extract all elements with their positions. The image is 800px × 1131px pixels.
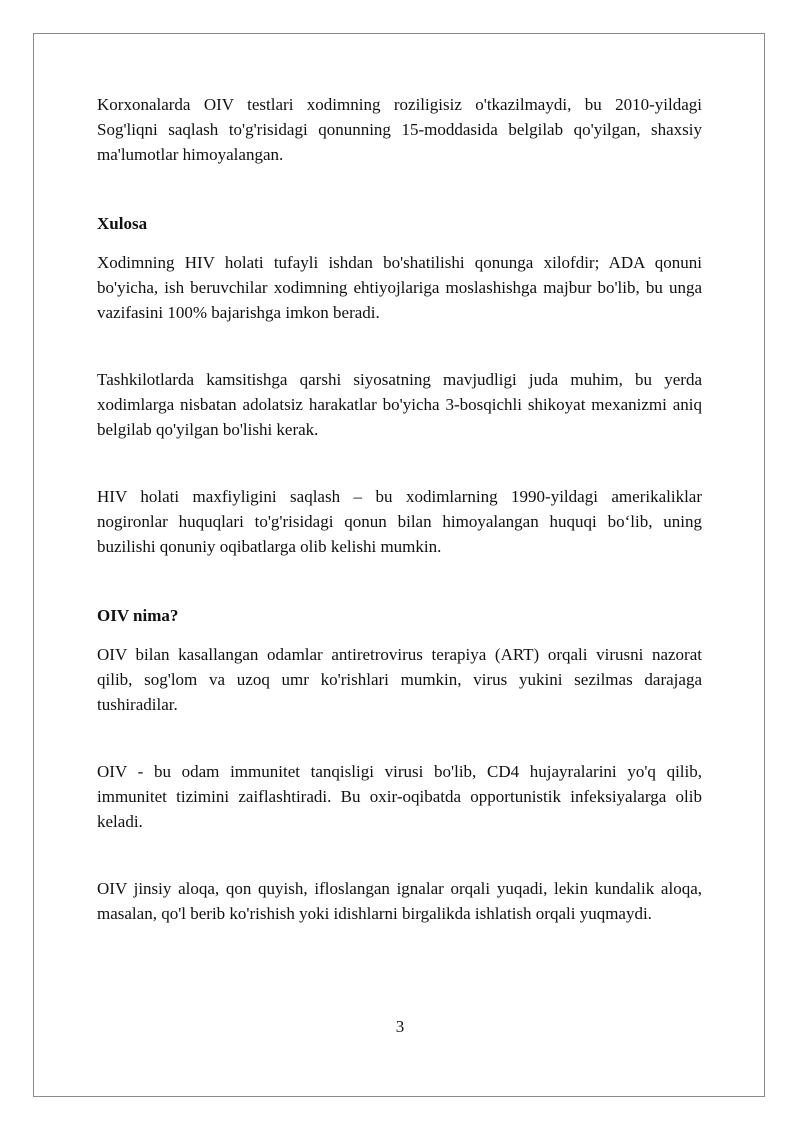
paragraph-dismissal: Xodimning HIV holati tufayli ishdan bo'shatilishi qonunga xilofdir; ADA qonuni bo'yicha, ish beruvchilar xodimning ehtiyojlariga moslashishga majbur bo'lib, bu unga vazifasini 100% bajarishga imkon beradi. — [97, 253, 702, 322]
paragraph-consent-testing: Korxonalarda OIV testlari xodimning roziligisiz o'tkazilmaydi, bu 2010-yildagi Sog'liqni saqlash to'g'risidagi qonunning 15-moddasida belgilab qo'yilgan, shaxsiy ma'lumotlar himoyalangan. — [97, 95, 702, 164]
page-number: 3 — [395, 1017, 405, 1036]
paragraph-anti-discrimination: Tashkilotlarda kamsitishga qarshi siyosatning mavjudligi juda muhim, bu yerda xodimlarga nisbatan adolatsiz harakatlar bo'yicha 3-bosqichli shikoyat mexanizmi aniq belgilab qo'yilgan bo'lishi kerak. — [97, 370, 702, 439]
paragraph-transmission: OIV jinsiy aloqa, qon quyish, ifloslangan ignalar orqali yuqadi, lekin kundalik aloqa, masalan, qo'l berib ko'rishish yoki idishlarni birgalikda ishlatish orqali yuqmaydi. — [97, 879, 702, 923]
paragraph-art-therapy: OIV bilan kasallangan odamlar antiretrovirus terapiya (ART) orqali virusni nazorat qilib, sog'lom va uzoq umr ko'rishlari mumkin, virus yukini sezilmas darajaga tushiradilar. — [97, 645, 702, 714]
paragraph-confidentiality: HIV holati maxfiyligini saqlash – bu xodimlarning 1990-yildagi amerikaliklar nogironlar huquqlari to'g'risidagi qonun bilan himoyalangan huquqi bo‘lib, uning buzilishi qonuniy oqibatlarga olib kelishi mumkin. — [97, 487, 702, 556]
heading-what-is-hiv: OIV nima? — [97, 606, 179, 625]
document-body — [97, 92, 702, 926]
heading-conclusion: Xulosa — [97, 214, 148, 233]
paragraph-hiv-definition: OIV - bu odam immunitet tanqisligi virusi bo'lib, CD4 hujayralarini yo'q qilib, immunitet tizimini zaiflashtiradi. Bu oxir-oqibatda opportunistik infeksiyalarga olib keladi. — [97, 762, 702, 831]
